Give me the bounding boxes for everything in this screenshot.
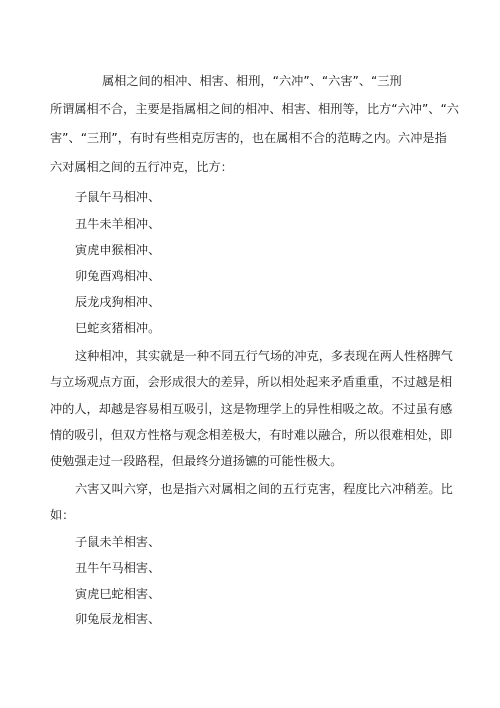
explain-line: 这种相冲，其实就是一种不同五行气场的冲克，多表现在两人性格脾气: [75, 349, 453, 363]
hai-line: 六害又叫六穿，也是指六对属相之间的五行克害，程度比六冲稍差。比: [75, 482, 453, 496]
hai-list-item: 子鼠未羊相害、: [75, 535, 161, 549]
explain-line: 使勉强走过一段路程，但最终分道扬镳的可能性极大。: [50, 454, 343, 468]
heading-line: 属相之间的相冲、相害、相刑，“六冲”、“六害”、“三刑: [102, 74, 402, 88]
intro-line: 所谓属相不合，主要是指属相之间的相冲、相害、相刑等，比方“六冲”、“六: [50, 102, 459, 116]
hai-list-item: 卯兔辰龙相害、: [75, 612, 161, 626]
chong-list-item: 卯兔酉鸡相冲、: [75, 269, 161, 283]
chong-list-item: 巳蛇亥猪相冲。: [75, 321, 161, 335]
explain-line: 冲的人，却越是容易相互吸引，这是物理学上的异性相吸之故。不过虽有感: [50, 402, 453, 416]
intro-line: 六对属相之间的五行冲克，比方：: [50, 160, 233, 174]
intro-line: 害”、“三刑”，有时有些相克厉害的，也在属相不合的范畴之内。六冲是指: [50, 131, 447, 145]
chong-list-item: 丑牛未羊相冲、: [75, 217, 161, 231]
explain-line: 情的吸引，但双方性格与观念相差极大，有时难以融合，所以很难相处，即: [50, 428, 453, 442]
chong-list-item: 辰龙戌狗相冲、: [75, 295, 161, 309]
hai-list-item: 寅虎巳蛇相害、: [75, 587, 161, 601]
chong-list-item: 子鼠午马相冲、: [75, 190, 161, 204]
hai-list-item: 丑牛午马相害、: [75, 561, 161, 575]
chong-list-item: 寅虎申猴相冲、: [75, 243, 161, 257]
explain-line: 与立场观点方面，会形成很大的差异，所以相处起来矛盾重重，不过越是相: [50, 375, 453, 389]
hai-line: 如：: [50, 508, 75, 522]
